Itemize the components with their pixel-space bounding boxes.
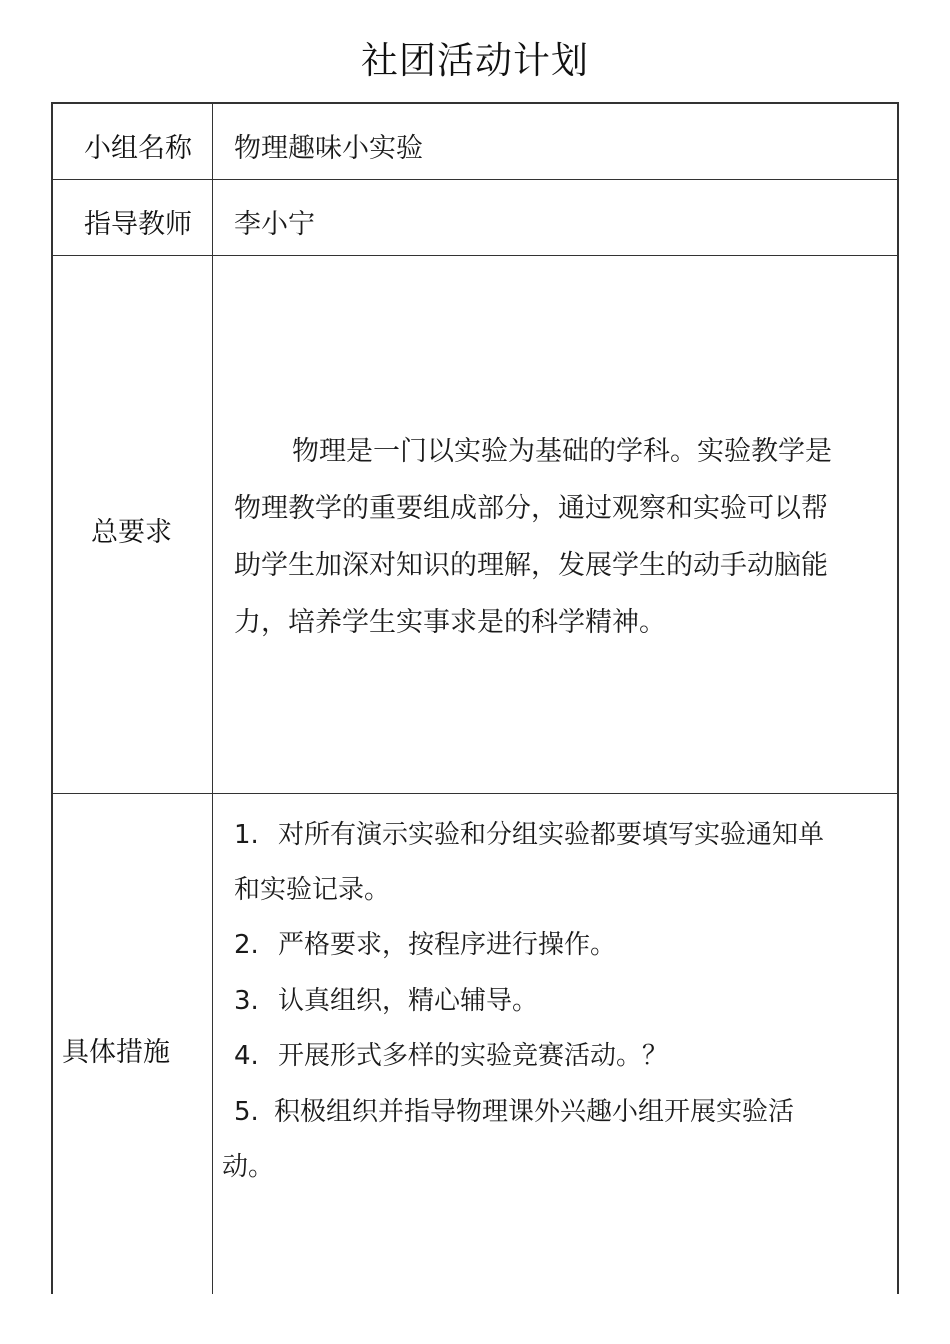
requirements-label: 总要求 <box>91 517 172 548</box>
list-item-text: 对所有演示实验和分组实验都要填写实验通知单 <box>278 820 825 850</box>
requirements-line: 力，培养学生实事求是的科学精神。 <box>234 607 666 638</box>
list-item <box>234 869 390 906</box>
list-item-text: 积极组织并指导物理课外兴趣小组开展实验活 <box>274 1097 795 1127</box>
table-row-divider-2 <box>51 255 899 256</box>
table-column-divider <box>212 102 213 1294</box>
list-item-number: 5. <box>234 1097 259 1127</box>
group-name-label: 小组名称 <box>84 133 192 164</box>
table-border-right <box>897 102 899 1294</box>
list-item <box>234 1035 668 1072</box>
page-title: 社团活动计划 <box>361 39 589 82</box>
list-item-number: 1. <box>234 820 259 850</box>
requirements-line: 物理是一门以实验为基础的学科。实验教学是 <box>292 436 832 467</box>
table-row-divider-3 <box>51 793 899 794</box>
requirements-line: 物理教学的重要组成部分，通过观察和实验可以帮 <box>234 493 828 524</box>
list-item <box>222 1146 274 1183</box>
list-item-text: 动。 <box>222 1152 275 1182</box>
list-item-text: 严格要求，按程序进行操作。 <box>278 930 617 960</box>
table-border-top <box>51 102 899 104</box>
list-item <box>234 980 538 1017</box>
list-item <box>234 924 616 961</box>
teacher-value: 李小宁 <box>234 209 315 240</box>
list-item-text: 开展形式多样的实验竞赛活动。？ <box>278 1041 669 1071</box>
table-border-left <box>51 102 53 1294</box>
requirements-line: 助学生加深对知识的理解，发展学生的动手动脑能 <box>234 550 828 581</box>
list-item-text: 认真组织，精心辅导。 <box>278 986 539 1016</box>
measures-label: 具体措施 <box>62 1037 170 1068</box>
group-name-value: 物理趣味小实验 <box>234 133 423 164</box>
list-item-number: 4. <box>234 1041 259 1071</box>
teacher-label: 指导教师 <box>84 209 192 240</box>
table-row-divider-1 <box>51 179 899 180</box>
list-item <box>234 814 824 851</box>
list-item-text: 和实验记录。 <box>234 875 391 905</box>
list-item <box>234 1091 794 1128</box>
list-item-number: 2. <box>234 930 259 960</box>
list-item-number: 3. <box>234 986 259 1016</box>
